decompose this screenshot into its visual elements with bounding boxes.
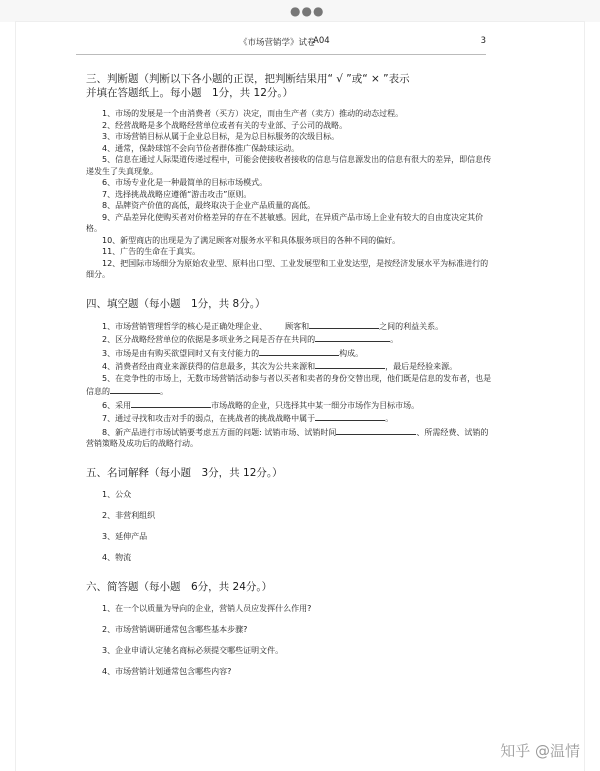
answer-blank [336, 425, 416, 435]
judgement-item: 11、广告的生命在于真实。 [102, 247, 201, 256]
more-dots-icon[interactable]: ●●● [290, 4, 325, 18]
answer-blank [259, 346, 339, 356]
answer-blank [110, 384, 160, 394]
page-number: 3 [480, 36, 486, 46]
short-answer-item: 4、市场营销计划通常包含哪些内容? [102, 666, 232, 676]
short-answer-item: 1、在一个以质量为导向的企业，营销人员应发挥什么作用? [102, 603, 312, 613]
fill-item: 2、区分战略经营单位的依据是多项业务之间是否存在共同的 。 [86, 332, 496, 346]
answer-blank [315, 411, 385, 421]
fill-section-title: 四、填空题（每小题 1分，共 8分。） [86, 297, 266, 310]
term-item: 3、延伸产品 [102, 531, 148, 541]
judgement-title-line2: 并填在答题纸上。每小题 1分，共 12分。） [86, 87, 294, 99]
header-code: A04 [313, 36, 330, 46]
header-divider [76, 54, 486, 55]
fill-item: 3、市场是由有购买欲望同时又有支付能力的 构成。 [86, 346, 496, 360]
term-item: 2、非营利组织 [102, 510, 156, 520]
short-answer-item: 3、企业申请认定驰名商标必须提交哪些证明文件。 [102, 645, 284, 655]
fill-item: 6、采用 市场战略的企业，只选择其中某一细分市场作为目标市场。 [86, 398, 496, 412]
header-title: 《市场营销学》试卷 [239, 38, 316, 48]
answer-blank [315, 332, 390, 342]
answer-blank [309, 319, 379, 329]
judgement-item: 7、选择挑战战略应遵循“游击攻击”原则。 [102, 189, 252, 199]
judgement-item: 10、新型商店的出现是为了满足顾客对服务水平和具体服务项目的各种不同的偏好。 [102, 235, 401, 245]
judgement-item: 2、经营战略是多个战略经营单位或者有关的专业部、子公司的战略。 [102, 120, 348, 130]
judgement-item: 9、产品差异化使购买者对价格差异的存在不甚敏感。因此，在异质产品市场上企业有较大的自由度决定其价格。 [86, 212, 484, 233]
term-item: 4、物流 [102, 552, 132, 562]
judgement-section-title [86, 72, 496, 100]
exam-content [86, 72, 496, 686]
fill-item: 1、市场营销管理哲学的核心是正确处理企业、 顾客和 之间的利益关系。 [86, 319, 496, 333]
judgement-item: 6、市场专业化是一种最简单的目标市场模式。 [102, 178, 268, 187]
answer-blank [315, 359, 385, 369]
fill-item: 5、在竞争性的市场上，无数市场营销活动参与者以买者和卖者的身份交替出现，他们既是信息的发布者，也是信息的 。 [86, 373, 492, 396]
viewer-toolbar [0, 0, 600, 22]
judgement-item: 8、品牌资产价值的高低，最终取决于企业产品质量的高低。 [102, 201, 316, 210]
answer-blank [131, 398, 211, 408]
watermark: 知乎 @温情 [500, 742, 580, 760]
short-answer-section-title: 六、简答题（每小题 6分，共 24分。） [86, 580, 273, 593]
judgement-item: 1、市场的发展是一个由消费者（买方）决定，而由生产者（卖方）推动的动态过程。 [102, 109, 404, 118]
fill-item: 8、新产品进行市场试销要考虑五方面的问题: 试销市场、试销时间 、所需经费、试销的营销策略及成功后的战略行动。 [86, 425, 496, 450]
fill-item: 7、通过寻找和攻击对手的弱点，在挑战者的挑战战略中属于 。 [86, 411, 496, 425]
short-answer-item: 2、市场营销调研通常包含哪些基本步骤? [102, 624, 248, 634]
judgement-item: 12、把国际市场细分为原始农业型、原料出口型、工业发展型和工业发达型，是按经济发展水平为标准进行的细分。 [86, 258, 489, 279]
judgement-item: 5、信息在通过人际渠道传递过程中，可能会使接收者接收的信息与信息源发出的信息有很大的差异，即信息传递发生了失真现象。 [86, 155, 492, 176]
document-page [16, 22, 584, 771]
judgement-item: 4、通常，保龄球馆不会向节俭者群体推广保龄球运动。 [102, 143, 300, 153]
judgement-title-line1: 三、判断题（判断以下各小题的正误，把判断结果用“ √ ”或“ × ”表示 [86, 73, 410, 85]
term-item: 1、公众 [102, 489, 132, 499]
terms-section-title: 五、名词解释（每小题 3分，共 12分。） [86, 466, 283, 479]
judgement-item: 3、市场营销目标从属于企业总目标，是为总目标服务的次级目标。 [102, 132, 340, 141]
fill-item: 4、消费者经由商业来源获得的信息最多，其次为公共来源和 ，最后是经验来源。 [86, 359, 496, 373]
